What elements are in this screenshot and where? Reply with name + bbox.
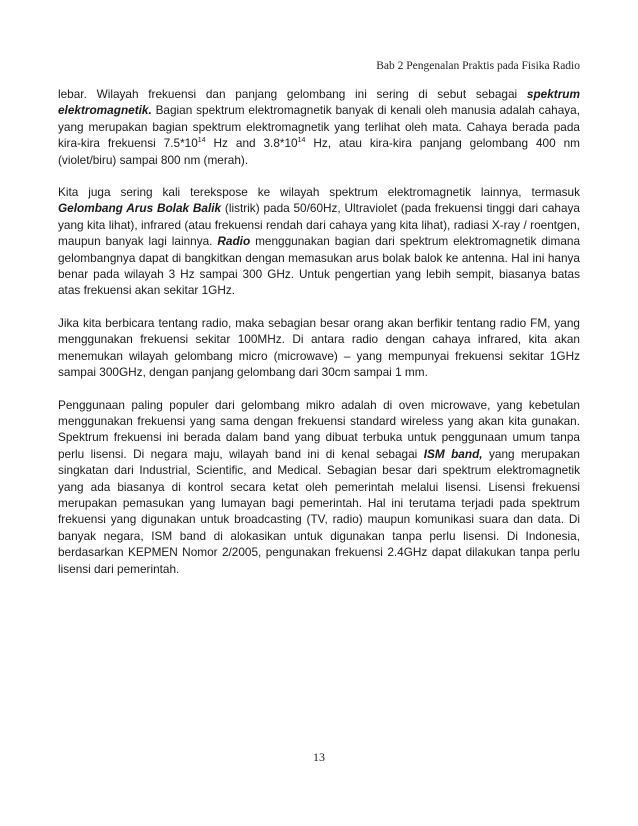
- emphasis-term: ISM band,: [423, 446, 483, 461]
- text-segment: Hz, atau kira-kira panjang gelombang 400 nm (violet/biru) sampai 800 nm (merah).: [58, 136, 580, 167]
- body-text: [58, 86, 580, 577]
- emphasis-term: Radio: [217, 234, 251, 249]
- text-segment: Kita juga sering kali terekspose ke wilayah spektrum elektromagnetik lainnya, termasuk: [58, 185, 580, 200]
- emphasis-term: Gelombang Arus Bolak Balik: [58, 201, 222, 216]
- page-number: 13: [313, 750, 325, 764]
- paragraph-1: [58, 86, 580, 168]
- text-segment: yang merupakan singkatan dari Industrial, Scientific, and Medical. Sebagian besar dari spektrum elektromagnetik yang ada biasanya di kontrol secara ketat oleh pemerintah melalui lisensi. Lisensi frekuensi merupakan pemasukan yang lumayan bagi pemerintah. Hal ini terutama terjadi pada spektrum frekuensi yang digunakan untuk broadcasting (TV, radio) maupun komunikasi suara dan data. Di banyak negara, ISM band di alokasikan untuk digunakan tanpa perlu lisensi. Di Indonesia, berdasarkan KEPMEN Nomor 2/2005, pengunakan frekuensi 2.4GHz dapat dilakukan tanpa perlu lisensi dari pemerintah.: [58, 446, 580, 576]
- paragraph-2: [58, 184, 580, 299]
- exponent: 14: [297, 137, 306, 145]
- emphasis-term: spektrum elektromagnetik.: [58, 87, 580, 118]
- paragraph-4: [58, 397, 580, 577]
- paragraph-3: Jika kita berbicara tentang radio, maka sebagian besar orang akan berfikir tentang radio FM, yang menggunakan frekuensi sekitar 100MHz. Di antara radio dengan cahaya infrared, kita akan menemukan wilayah gelombang micro (microwave) – yang mempunyai frekuensi sekitar 1GHz sampai 300GHz, dengan panjang gelombang dari 30cm sampai 1 mm.: [58, 315, 580, 380]
- text-segment: Hz and 3.8*10: [205, 136, 298, 151]
- text-segment: Penggunaan paling populer dari gelombang mikro adalah di oven microwave, yang kebetulan menggunakan frekuensi yang sama dengan frekuensi standard wireless yang akan kita gunakan. Spektrum frekuensi ini berada dalam band yang dibuat terbuka untuk penggunaan umum tanpa perlu lisensi. Di negara maju, wilayah band ini di kenal sebagai: [58, 397, 580, 461]
- text-segment: Bagian spektrum elektromagnetik banyak di kenali oleh manusia adalah cahaya, yang merupakan bagian spektrum elektromagnetik yang terlihat oleh mata. Cahaya berada pada kira-kira frekuensi 7.5*10: [58, 103, 580, 151]
- text-segment: lebar. Wilayah frekuensi dan panjang gelombang ini sering di sebut sebagai: [58, 87, 527, 101]
- exponent: 14: [197, 137, 206, 145]
- text-segment: (listrik) pada 50/60Hz, Ultraviolet (pada frekuensi tinggi dari cahaya yang kita lihat), infrared (atau frekuensi rendah dari cahaya yang kita lihat), radiasi X-ray / roentgen, maupun banyak lagi lainnya.: [58, 201, 580, 249]
- text-segment: menggunakan bagian dari spektrum elektromagnetik dimana gelombangnya dapat di bangkitkan dengan memasukan arus bolak balok ke antenna. Hal ini hanya benar pada wilayah 3 Hz sampai 300 GHz. Untuk pengertian yang lebih sempit, biasanya batas atas frekuensi akan sekitar 1GHz.: [58, 234, 581, 298]
- running-header: Bab 2 Pengenalan Praktis pada Fisika Radio: [376, 60, 580, 72]
